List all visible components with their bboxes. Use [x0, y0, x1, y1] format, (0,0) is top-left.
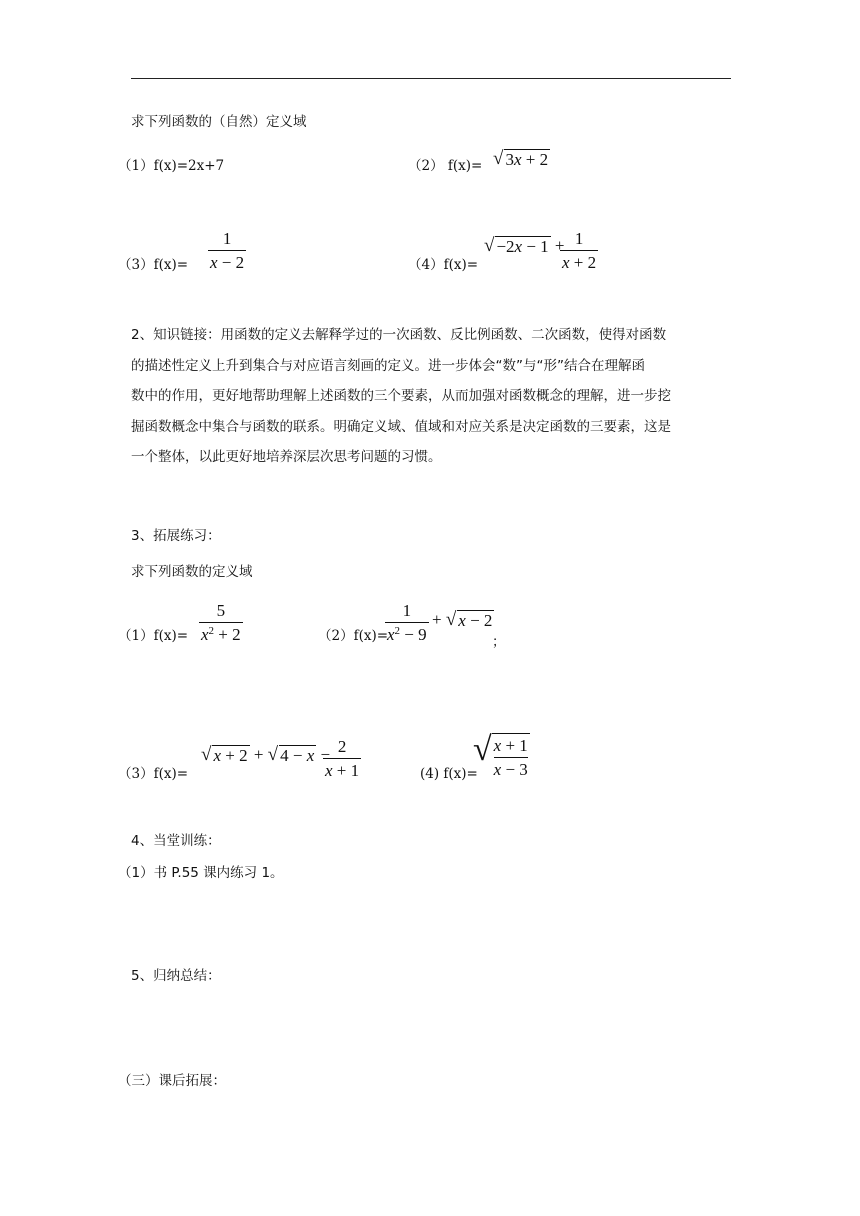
- ext-problem-3-roots: √ x + 2 + √ 4 − x −: [201, 744, 331, 765]
- ext-problem-4-formula: √ x + 1 x − 3: [473, 731, 528, 779]
- section-2-paragraph: [131, 320, 731, 473]
- problem-4-formula-fraction: 1 x + 2: [562, 229, 597, 272]
- ext-problem-3-fraction: 2 x + 1: [325, 737, 360, 780]
- ext-problem-1-label: （1）f(x)=: [118, 628, 189, 644]
- ext-problem-3-label: （3）f(x)=: [118, 766, 189, 782]
- problem-4-label: （4）f(x)=: [408, 257, 479, 273]
- section-4-item-1: （1）书 P.55 课内练习 1。: [118, 865, 284, 881]
- problem-2-formula: √ 3x + 2: [493, 148, 549, 169]
- heading-natural-domain: 求下列函数的（自然）定义域: [131, 114, 307, 130]
- paragraph-line: 数中的作用，更好地帮助理解上述函数的三个要素，从而加强对函数概念的理解，进一步挖: [131, 388, 671, 404]
- paragraph-line: 一个整体，以此更好地培养深层次思考问题的习惯。: [131, 449, 442, 465]
- problem-4-formula-root: √ −2x − 1 +: [484, 235, 565, 256]
- section-6-title: （三）课后拓展：: [118, 1073, 226, 1089]
- paragraph-line: 的描述性定义上升到集合与对应语言刻画的定义。进一步体会“数”与“形”结合在理解函: [131, 357, 645, 374]
- paragraph-line: 掘函数概念中集合与函数的联系。明确定义域、值域和对应关系是决定函数的三要素，这是: [131, 418, 671, 435]
- section-5-title: 5、归纳总结：: [131, 968, 221, 984]
- section-4-title: 4、当堂训练：: [131, 833, 221, 849]
- problem-3-formula: 1 x − 2: [210, 229, 245, 272]
- problem-2-label: （2） f(x)=: [408, 158, 483, 174]
- section-3-title: 3、拓展练习：: [131, 528, 221, 544]
- section-3-subtitle: 求下列函数的定义域: [131, 564, 253, 580]
- problem-3-label: （3）f(x)=: [118, 257, 189, 273]
- ext-problem-2-label: （2）f(x)=: [318, 628, 389, 644]
- header-rule: [131, 78, 731, 79]
- problem-1-label: （1）f(x)=2x+7: [118, 158, 225, 174]
- ext-problem-4-label: (4) f(x)=: [420, 766, 478, 782]
- ext-problem-2-suffix: ；: [492, 634, 506, 650]
- paragraph-line: 2、知识链接：用函数的定义去解释学过的一次函数、反比例函数、二次函数，使得对函数: [131, 327, 667, 343]
- ext-problem-2-fraction: 1 $x^2 - 9$: [387, 601, 427, 644]
- ext-problem-1-formula: 5 $x^2 + 2$: [201, 601, 241, 644]
- ext-problem-2-root: + √ x − 2: [432, 609, 493, 630]
